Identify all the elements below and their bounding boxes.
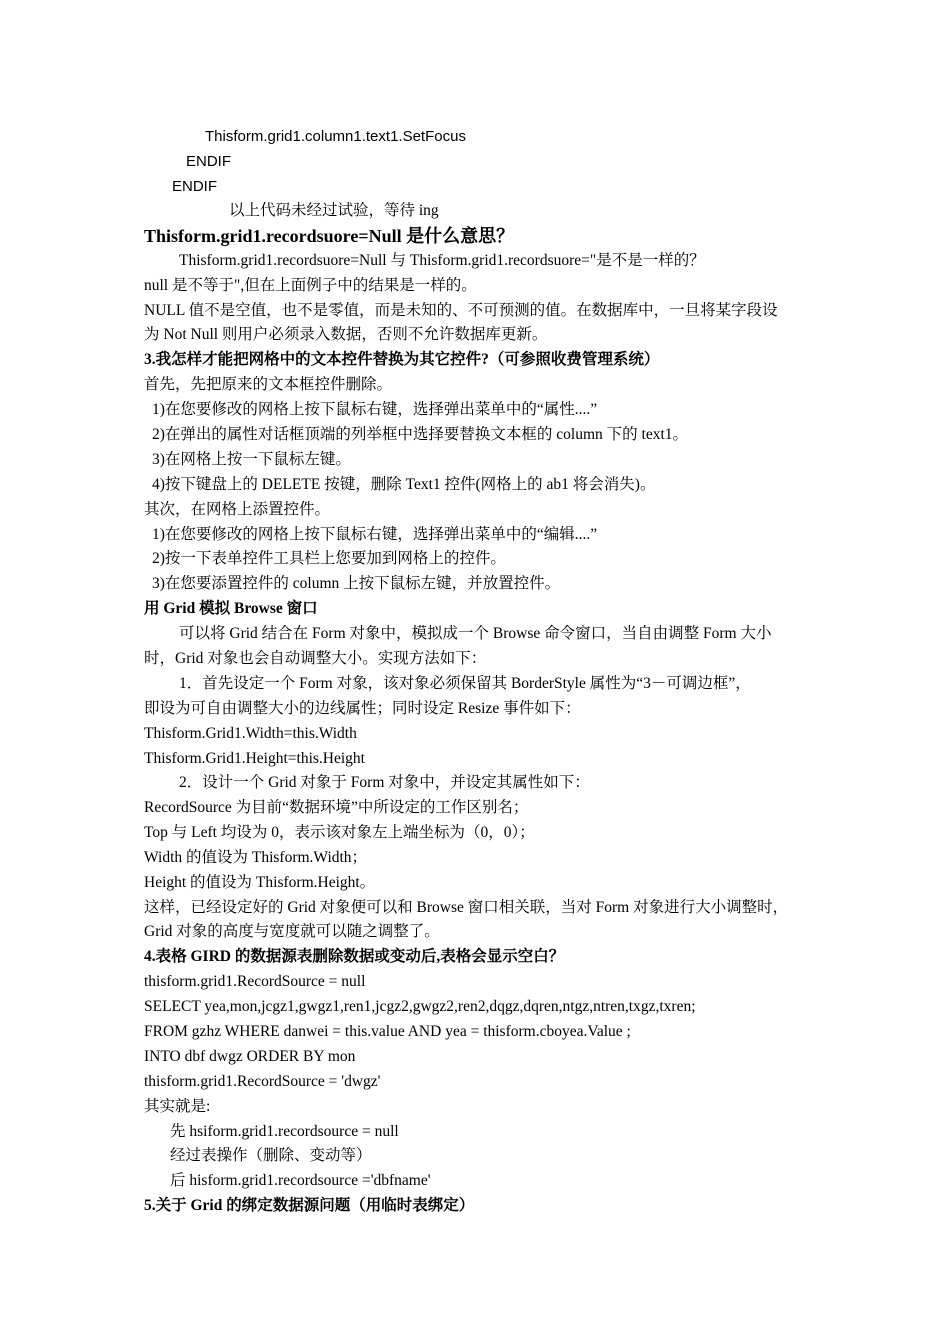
code-line: FROM gzhz WHERE danwei = this.value AND yea = thisform.cboyea.Value ; [144,1023,631,1040]
code-line: 后 hisform.grid1.recordsource ='dbfname' [170,1172,431,1189]
paragraph-line: NULL 值不是空值，也不是零值，而是未知的、不可预测的值。在数据库中，一旦将某字段设 [144,302,778,319]
code-line: thisform.grid1.RecordSource = 'dwgz' [144,1073,381,1090]
paragraph-line: Thisform.grid1.recordsuore=Null 与 Thisform.grid1.recordsuore="是不是一样的？ [179,252,705,269]
code-line: thisform.grid1.RecordSource = null [144,973,366,990]
paragraph-line: 其实就是: [144,1098,211,1115]
paragraph-line: 可以将 Grid 结合在 Form 对象中，模拟成一个 Browse 命令窗口，当自由调整 Form 大小 [179,625,772,642]
paragraph-line: 其次，在网格上添置控件。 [144,501,331,518]
paragraph-line: Top 与 Left 均设为 0，表示该对象左上端坐标为（0，0）； [144,824,535,841]
list-item: 2)在弹出的属性对话框顶端的列举框中选择要替换文本框的 column 下的 text1。 [152,426,689,443]
paragraph-line: 经过表操作（删除、变动等） [170,1147,372,1164]
paragraph-line: 首先，先把原来的文本框控件删除。 [144,376,393,393]
paragraph-line: 1．首先设定一个 Form 对象，该对象必须保留其 BorderStyle 属性为“3－可调边框”， [179,675,751,692]
paragraph-line: 为 Not Null 则用户必须录入数据，否则不允许数据库更新。 [144,326,548,343]
list-item: 3)在网格上按一下鼠标左键。 [152,451,351,468]
list-item: 1)在您要修改的网格上按下鼠标右键，选择弹出菜单中的“属性....” [152,401,598,418]
code-line: SELECT yea,mon,jcgz1,gwgz1,ren1,jcgz2,gwgz2,ren2,dqgz,dqren,ntgz,ntren,txgz,txren; [144,998,696,1015]
paragraph-line: 这样，已经设定好的 Grid 对象便可以和 Browse 窗口相关联，当对 Form 对象进行大小调整时， [144,899,789,916]
paragraph-line: 时，Grid 对象也会自动调整大小。实现方法如下： [144,650,487,667]
section-heading-null: Thisform.grid1.recordsuore=Null 是什么意思？ [144,226,515,246]
section-heading-3: 3.我怎样才能把网格中的文本控件替换为其它控件?（可参照收费管理系统） [144,351,660,368]
code-line: Thisform.Grid1.Width=this.Width [144,725,357,742]
code-line: 先 hsiform.grid1.recordsource = null [170,1123,399,1140]
paragraph-line: Width 的值设为 Thisform.Width； [144,849,368,866]
paragraph-line: 即设为可自由调整大小的边线属性；同时设定 Resize 事件如下： [144,700,581,717]
paragraph-line: 2．设计一个 Grid 对象于 Form 对象中，并设定其属性如下： [179,774,590,791]
paragraph-line: null 是不等于",但在上面例子中的结果是一样的。 [144,277,477,294]
section-heading-browse: 用 Grid 模拟 Browse 窗口 [144,600,318,617]
code-setfocus-line: Thisform.grid1.column1.text1.SetFocus [205,128,466,145]
code-line: Thisform.Grid1.Height=this.Height [144,750,365,767]
section-heading-5: 5.关于 Grid 的绑定数据源问题（用临时表绑定） [144,1197,475,1214]
code-endif-line: ENDIF [172,178,217,195]
code-endif-line: ENDIF [186,153,231,170]
paragraph-line: Grid 对象的高度与宽度就可以随之调整了。 [144,923,440,940]
list-item: 3)在您要添置控件的 column 上按下鼠标左键，并放置控件。 [152,575,561,592]
list-item: 2)按一下表单控件工具栏上您要加到网格上的控件。 [152,550,506,567]
list-item: 1)在您要修改的网格上按下鼠标右键，选择弹出菜单中的“编辑....” [152,526,598,543]
paragraph-line: RecordSource 为目前“数据环境”中所设定的工作区别名； [144,799,529,816]
untested-note: 以上代码未经过试验，等待 ing [229,202,439,219]
list-item: 4)按下键盘上的 DELETE 按键，删除 Text1 控件(网格上的 ab1 将会消失)。 [152,476,656,493]
section-heading-4: 4.表格 GIRD 的数据源表删除数据或变动后,表格会显示空白？ [144,948,565,965]
paragraph-line: Height 的值设为 Thisform.Height。 [144,874,376,891]
code-line: INTO dbf dwgz ORDER BY mon [144,1048,356,1065]
